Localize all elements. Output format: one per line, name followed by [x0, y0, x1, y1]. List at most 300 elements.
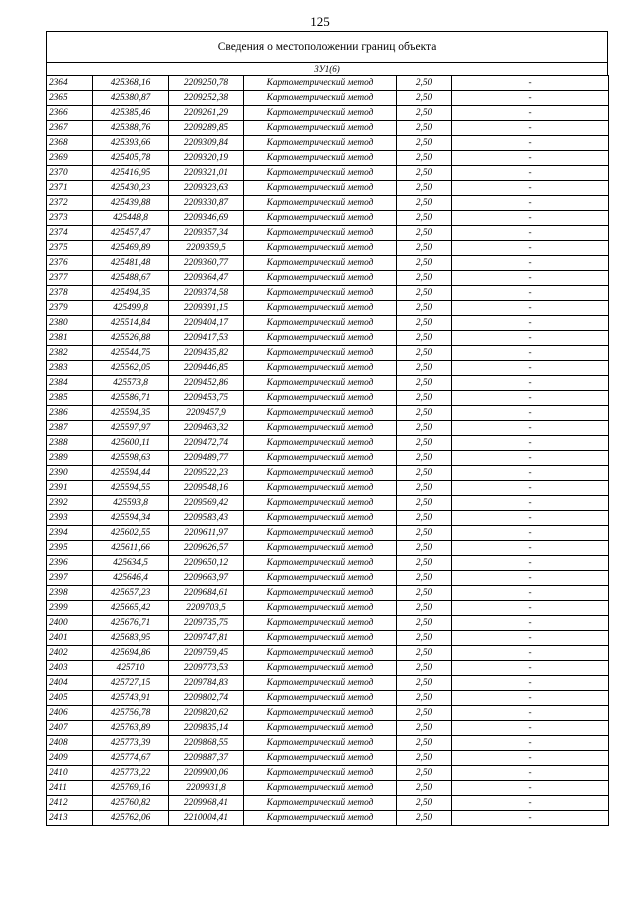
x-coordinate-cell: 425430,23 [93, 181, 169, 196]
y-coordinate-cell: 2209446,85 [169, 361, 244, 376]
y-coordinate-cell: 2209309,84 [169, 136, 244, 151]
y-coordinate-cell: 2209360,77 [169, 256, 244, 271]
accuracy-cell: 2,50 [397, 571, 452, 586]
table-row [47, 406, 609, 421]
y-coordinate-cell: 2209868,55 [169, 736, 244, 751]
coordinates-table [46, 75, 609, 826]
x-coordinate-cell: 425393,66 [93, 136, 169, 151]
description-cell: - [452, 256, 609, 271]
x-coordinate-cell: 425763,89 [93, 721, 169, 736]
method-cell: Картометрический метод [244, 151, 397, 166]
description-cell: - [452, 316, 609, 331]
y-coordinate-cell: 2209548,16 [169, 481, 244, 496]
accuracy-cell: 2,50 [397, 691, 452, 706]
point-number-cell: 2389 [47, 451, 93, 466]
accuracy-cell: 2,50 [397, 391, 452, 406]
y-coordinate-cell: 2210004,41 [169, 811, 244, 826]
description-cell: - [452, 601, 609, 616]
description-cell: - [452, 796, 609, 811]
y-coordinate-cell: 2209583,43 [169, 511, 244, 526]
description-cell: - [452, 226, 609, 241]
accuracy-cell: 2,50 [397, 361, 452, 376]
x-coordinate-cell: 425710 [93, 661, 169, 676]
y-coordinate-cell: 2209759,45 [169, 646, 244, 661]
y-coordinate-cell: 2209802,74 [169, 691, 244, 706]
point-number-cell: 2367 [47, 121, 93, 136]
point-number-cell: 2369 [47, 151, 93, 166]
description-cell: - [452, 511, 609, 526]
accuracy-cell: 2,50 [397, 496, 452, 511]
y-coordinate-cell: 2209323,63 [169, 181, 244, 196]
y-coordinate-cell: 2209489,77 [169, 451, 244, 466]
description-cell: - [452, 391, 609, 406]
method-cell: Картометрический метод [244, 466, 397, 481]
accuracy-cell: 2,50 [397, 616, 452, 631]
x-coordinate-cell: 425594,35 [93, 406, 169, 421]
description-cell: - [452, 736, 609, 751]
table-row [47, 166, 609, 181]
method-cell: Картометрический метод [244, 586, 397, 601]
table-row [47, 286, 609, 301]
x-coordinate-cell: 425773,22 [93, 766, 169, 781]
accuracy-cell: 2,50 [397, 211, 452, 226]
y-coordinate-cell: 2209611,97 [169, 526, 244, 541]
x-coordinate-cell: 425544,75 [93, 346, 169, 361]
description-cell: - [452, 241, 609, 256]
y-coordinate-cell: 2209452,86 [169, 376, 244, 391]
method-cell: Картометрический метод [244, 301, 397, 316]
table-row [47, 241, 609, 256]
x-coordinate-cell: 425481,48 [93, 256, 169, 271]
method-cell: Картометрический метод [244, 331, 397, 346]
method-cell: Картометрический метод [244, 136, 397, 151]
point-number-cell: 2373 [47, 211, 93, 226]
method-cell: Картометрический метод [244, 601, 397, 616]
y-coordinate-cell: 2209404,17 [169, 316, 244, 331]
point-number-cell: 2399 [47, 601, 93, 616]
point-number-cell: 2404 [47, 676, 93, 691]
x-coordinate-cell: 425657,23 [93, 586, 169, 601]
description-cell: - [452, 106, 609, 121]
accuracy-cell: 2,50 [397, 736, 452, 751]
point-number-cell: 2409 [47, 751, 93, 766]
x-coordinate-cell: 425562,05 [93, 361, 169, 376]
table-row [47, 706, 609, 721]
table-row [47, 751, 609, 766]
description-cell: - [452, 376, 609, 391]
accuracy-cell: 2,50 [397, 271, 452, 286]
description-cell: - [452, 361, 609, 376]
table-row [47, 811, 609, 826]
point-number-cell: 2374 [47, 226, 93, 241]
accuracy-cell: 2,50 [397, 811, 452, 826]
description-cell: - [452, 541, 609, 556]
method-cell: Картометрический метод [244, 811, 397, 826]
x-coordinate-cell: 425573,8 [93, 376, 169, 391]
table-row [47, 451, 609, 466]
y-coordinate-cell: 2209320,19 [169, 151, 244, 166]
x-coordinate-cell: 425593,8 [93, 496, 169, 511]
point-number-cell: 2378 [47, 286, 93, 301]
accuracy-cell: 2,50 [397, 436, 452, 451]
accuracy-cell: 2,50 [397, 136, 452, 151]
point-number-cell: 2387 [47, 421, 93, 436]
description-cell: - [452, 586, 609, 601]
table-row [47, 376, 609, 391]
description-cell: - [452, 661, 609, 676]
table-row [47, 76, 609, 91]
x-coordinate-cell: 425611,66 [93, 541, 169, 556]
method-cell: Картометрический метод [244, 481, 397, 496]
accuracy-cell: 2,50 [397, 226, 452, 241]
x-coordinate-cell: 425683,95 [93, 631, 169, 646]
method-cell: Картометрический метод [244, 256, 397, 271]
method-cell: Картометрический метод [244, 316, 397, 331]
point-number-cell: 2386 [47, 406, 93, 421]
table-row [47, 106, 609, 121]
point-number-cell: 2401 [47, 631, 93, 646]
accuracy-cell: 2,50 [397, 586, 452, 601]
y-coordinate-cell: 2209684,61 [169, 586, 244, 601]
x-coordinate-cell: 425743,91 [93, 691, 169, 706]
point-number-cell: 2383 [47, 361, 93, 376]
method-cell: Картометрический метод [244, 166, 397, 181]
point-number-cell: 2398 [47, 586, 93, 601]
method-cell: Картометрический метод [244, 286, 397, 301]
point-number-cell: 2368 [47, 136, 93, 151]
x-coordinate-cell: 425594,34 [93, 511, 169, 526]
point-number-cell: 2371 [47, 181, 93, 196]
method-cell: Картометрический метод [244, 556, 397, 571]
y-coordinate-cell: 2209663,97 [169, 571, 244, 586]
accuracy-cell: 2,50 [397, 751, 452, 766]
method-cell: Картометрический метод [244, 121, 397, 136]
accuracy-cell: 2,50 [397, 316, 452, 331]
method-cell: Картометрический метод [244, 676, 397, 691]
x-coordinate-cell: 425646,4 [93, 571, 169, 586]
accuracy-cell: 2,50 [397, 286, 452, 301]
accuracy-cell: 2,50 [397, 481, 452, 496]
accuracy-cell: 2,50 [397, 421, 452, 436]
method-cell: Картометрический метод [244, 766, 397, 781]
x-coordinate-cell: 425602,55 [93, 526, 169, 541]
method-cell: Картометрический метод [244, 271, 397, 286]
point-number-cell: 2408 [47, 736, 93, 751]
accuracy-cell: 2,50 [397, 556, 452, 571]
description-cell: - [452, 76, 609, 91]
table-row [47, 91, 609, 106]
table-row [47, 346, 609, 361]
table-row [47, 796, 609, 811]
description-cell: - [452, 301, 609, 316]
description-cell: - [452, 721, 609, 736]
accuracy-cell: 2,50 [397, 721, 452, 736]
point-number-cell: 2377 [47, 271, 93, 286]
description-cell: - [452, 466, 609, 481]
x-coordinate-cell: 425694,86 [93, 646, 169, 661]
y-coordinate-cell: 2209346,69 [169, 211, 244, 226]
table-row [47, 151, 609, 166]
x-coordinate-cell: 425526,88 [93, 331, 169, 346]
x-coordinate-cell: 425457,47 [93, 226, 169, 241]
method-cell: Картометрический метод [244, 346, 397, 361]
point-number-cell: 2379 [47, 301, 93, 316]
table-row [47, 541, 609, 556]
section-label: 3У1(6) [46, 62, 608, 75]
description-cell: - [452, 91, 609, 106]
accuracy-cell: 2,50 [397, 466, 452, 481]
x-coordinate-cell: 425385,46 [93, 106, 169, 121]
table-row [47, 481, 609, 496]
y-coordinate-cell: 2209453,75 [169, 391, 244, 406]
method-cell: Картометрический метод [244, 241, 397, 256]
x-coordinate-cell: 425499,8 [93, 301, 169, 316]
accuracy-cell: 2,50 [397, 196, 452, 211]
table-row [47, 586, 609, 601]
x-coordinate-cell: 425488,67 [93, 271, 169, 286]
accuracy-cell: 2,50 [397, 406, 452, 421]
point-number-cell: 2375 [47, 241, 93, 256]
point-number-cell: 2385 [47, 391, 93, 406]
x-coordinate-cell: 425769,16 [93, 781, 169, 796]
point-number-cell: 2403 [47, 661, 93, 676]
accuracy-cell: 2,50 [397, 346, 452, 361]
point-number-cell: 2395 [47, 541, 93, 556]
point-number-cell: 2396 [47, 556, 93, 571]
point-number-cell: 2376 [47, 256, 93, 271]
description-cell: - [452, 676, 609, 691]
accuracy-cell: 2,50 [397, 256, 452, 271]
table-row [47, 661, 609, 676]
point-number-cell: 2390 [47, 466, 93, 481]
x-coordinate-cell: 425439,88 [93, 196, 169, 211]
accuracy-cell: 2,50 [397, 706, 452, 721]
point-number-cell: 2365 [47, 91, 93, 106]
accuracy-cell: 2,50 [397, 766, 452, 781]
table-row [47, 436, 609, 451]
y-coordinate-cell: 2209359,5 [169, 241, 244, 256]
accuracy-cell: 2,50 [397, 76, 452, 91]
table-row [47, 721, 609, 736]
x-coordinate-cell: 425598,63 [93, 451, 169, 466]
x-coordinate-cell: 425634,5 [93, 556, 169, 571]
description-cell: - [452, 196, 609, 211]
point-number-cell: 2402 [47, 646, 93, 661]
x-coordinate-cell: 425756,78 [93, 706, 169, 721]
point-number-cell: 2372 [47, 196, 93, 211]
method-cell: Картометрический метод [244, 211, 397, 226]
y-coordinate-cell: 2209357,34 [169, 226, 244, 241]
method-cell: Картометрический метод [244, 76, 397, 91]
point-number-cell: 2412 [47, 796, 93, 811]
description-cell: - [452, 331, 609, 346]
method-cell: Картометрический метод [244, 361, 397, 376]
x-coordinate-cell: 425416,95 [93, 166, 169, 181]
y-coordinate-cell: 2209703,5 [169, 601, 244, 616]
table-row [47, 676, 609, 691]
point-number-cell: 2391 [47, 481, 93, 496]
table-row [47, 571, 609, 586]
description-cell: - [452, 271, 609, 286]
description-cell: - [452, 211, 609, 226]
y-coordinate-cell: 2209650,12 [169, 556, 244, 571]
point-number-cell: 2394 [47, 526, 93, 541]
table-row [47, 136, 609, 151]
y-coordinate-cell: 2209463,32 [169, 421, 244, 436]
method-cell: Картометрический метод [244, 91, 397, 106]
y-coordinate-cell: 2209931,8 [169, 781, 244, 796]
point-number-cell: 2382 [47, 346, 93, 361]
method-cell: Картометрический метод [244, 376, 397, 391]
y-coordinate-cell: 2209835,14 [169, 721, 244, 736]
table-row [47, 331, 609, 346]
table-row [47, 691, 609, 706]
method-cell: Картометрический метод [244, 616, 397, 631]
description-cell: - [452, 706, 609, 721]
accuracy-cell: 2,50 [397, 781, 452, 796]
x-coordinate-cell: 425586,71 [93, 391, 169, 406]
point-number-cell: 2388 [47, 436, 93, 451]
y-coordinate-cell: 2209569,42 [169, 496, 244, 511]
table-row [47, 361, 609, 376]
description-cell: - [452, 151, 609, 166]
point-number-cell: 2392 [47, 496, 93, 511]
table-row [47, 736, 609, 751]
description-cell: - [452, 571, 609, 586]
point-number-cell: 2393 [47, 511, 93, 526]
table-row [47, 511, 609, 526]
table-row [47, 421, 609, 436]
table-row [47, 256, 609, 271]
table-row [47, 196, 609, 211]
accuracy-cell: 2,50 [397, 526, 452, 541]
point-number-cell: 2407 [47, 721, 93, 736]
y-coordinate-cell: 2209364,47 [169, 271, 244, 286]
table-row [47, 121, 609, 136]
x-coordinate-cell: 425760,82 [93, 796, 169, 811]
accuracy-cell: 2,50 [397, 121, 452, 136]
y-coordinate-cell: 2209391,15 [169, 301, 244, 316]
y-coordinate-cell: 2209261,29 [169, 106, 244, 121]
accuracy-cell: 2,50 [397, 451, 452, 466]
method-cell: Картометрический метод [244, 406, 397, 421]
table-row [47, 226, 609, 241]
table-row [47, 601, 609, 616]
y-coordinate-cell: 2209522,23 [169, 466, 244, 481]
table-row [47, 211, 609, 226]
method-cell: Картометрический метод [244, 196, 397, 211]
point-number-cell: 2400 [47, 616, 93, 631]
table-title: Сведения о местоположении границ объекта [46, 31, 608, 62]
accuracy-cell: 2,50 [397, 601, 452, 616]
accuracy-cell: 2,50 [397, 511, 452, 526]
x-coordinate-cell: 425773,39 [93, 736, 169, 751]
y-coordinate-cell: 2209250,78 [169, 76, 244, 91]
method-cell: Картометрический метод [244, 571, 397, 586]
method-cell: Картометрический метод [244, 796, 397, 811]
x-coordinate-cell: 425380,87 [93, 91, 169, 106]
method-cell: Картометрический метод [244, 691, 397, 706]
document-table [46, 31, 608, 826]
table-row [47, 496, 609, 511]
description-cell: - [452, 781, 609, 796]
x-coordinate-cell: 425514,84 [93, 316, 169, 331]
method-cell: Картометрический метод [244, 511, 397, 526]
description-cell: - [452, 496, 609, 511]
description-cell: - [452, 751, 609, 766]
table-row [47, 631, 609, 646]
accuracy-cell: 2,50 [397, 106, 452, 121]
y-coordinate-cell: 2209435,82 [169, 346, 244, 361]
method-cell: Картометрический метод [244, 451, 397, 466]
description-cell: - [452, 646, 609, 661]
y-coordinate-cell: 2209773,53 [169, 661, 244, 676]
method-cell: Картометрический метод [244, 526, 397, 541]
y-coordinate-cell: 2209289,85 [169, 121, 244, 136]
y-coordinate-cell: 2209457,9 [169, 406, 244, 421]
description-cell: - [452, 181, 609, 196]
y-coordinate-cell: 2209784,83 [169, 676, 244, 691]
description-cell: - [452, 136, 609, 151]
table-row [47, 271, 609, 286]
point-number-cell: 2381 [47, 331, 93, 346]
point-number-cell: 2370 [47, 166, 93, 181]
table-row [47, 466, 609, 481]
description-cell: - [452, 766, 609, 781]
y-coordinate-cell: 2209887,37 [169, 751, 244, 766]
method-cell: Картометрический метод [244, 226, 397, 241]
x-coordinate-cell: 425665,42 [93, 601, 169, 616]
description-cell: - [452, 451, 609, 466]
accuracy-cell: 2,50 [397, 181, 452, 196]
x-coordinate-cell: 425469,89 [93, 241, 169, 256]
x-coordinate-cell: 425594,55 [93, 481, 169, 496]
y-coordinate-cell: 2209472,74 [169, 436, 244, 451]
x-coordinate-cell: 425448,8 [93, 211, 169, 226]
y-coordinate-cell: 2209252,38 [169, 91, 244, 106]
point-number-cell: 2411 [47, 781, 93, 796]
method-cell: Картометрический метод [244, 496, 397, 511]
accuracy-cell: 2,50 [397, 166, 452, 181]
description-cell: - [452, 556, 609, 571]
point-number-cell: 2410 [47, 766, 93, 781]
table-row [47, 316, 609, 331]
method-cell: Картометрический метод [244, 421, 397, 436]
accuracy-cell: 2,50 [397, 796, 452, 811]
method-cell: Картометрический метод [244, 736, 397, 751]
description-cell: - [452, 811, 609, 826]
table-row [47, 646, 609, 661]
accuracy-cell: 2,50 [397, 661, 452, 676]
x-coordinate-cell: 425762,06 [93, 811, 169, 826]
x-coordinate-cell: 425600,11 [93, 436, 169, 451]
description-cell: - [452, 481, 609, 496]
y-coordinate-cell: 2209747,81 [169, 631, 244, 646]
y-coordinate-cell: 2209820,62 [169, 706, 244, 721]
y-coordinate-cell: 2209330,87 [169, 196, 244, 211]
table-row [47, 616, 609, 631]
method-cell: Картометрический метод [244, 541, 397, 556]
table-body [47, 76, 609, 826]
point-number-cell: 2366 [47, 106, 93, 121]
table-row [47, 556, 609, 571]
accuracy-cell: 2,50 [397, 376, 452, 391]
method-cell: Картометрический метод [244, 436, 397, 451]
description-cell: - [452, 406, 609, 421]
y-coordinate-cell: 2209735,75 [169, 616, 244, 631]
table-row [47, 391, 609, 406]
accuracy-cell: 2,50 [397, 241, 452, 256]
